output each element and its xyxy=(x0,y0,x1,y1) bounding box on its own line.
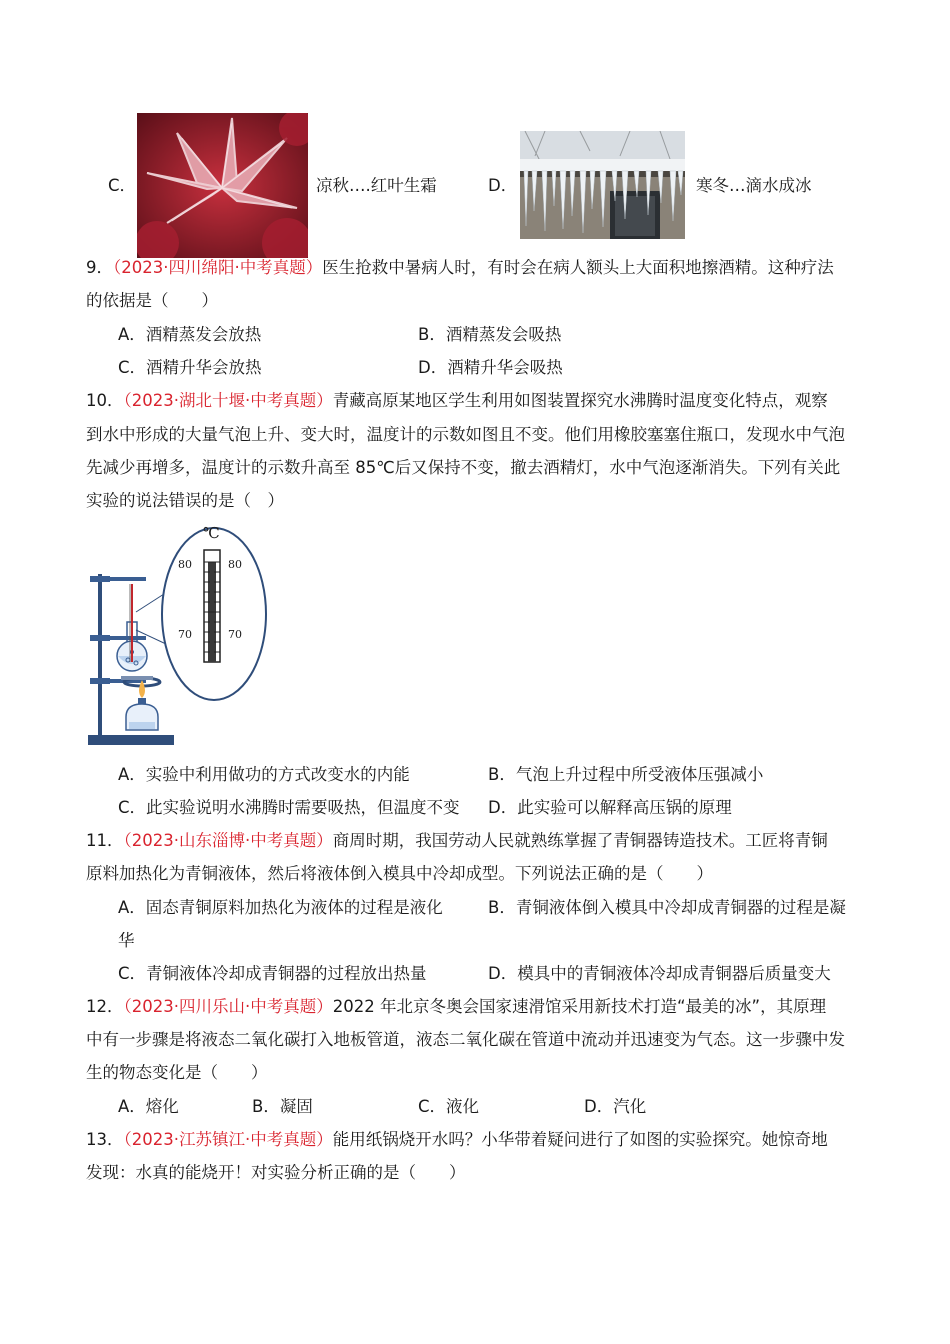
question-9-line-2: 的依据是（ ） xyxy=(86,291,218,310)
frosted-red-leaves-image xyxy=(137,113,308,258)
option-c-letter: C． xyxy=(108,176,137,195)
question-12-line-1 xyxy=(86,997,826,1017)
question-10-line-1 xyxy=(86,391,828,411)
question-12-line-2: 中有一步骤是将液态二氧化碳打入地板管道，液态二氧化碳在管道中流动并迅速变为气态。这一步骤中发 xyxy=(86,1030,845,1049)
question-11-line-1 xyxy=(86,831,828,851)
option-c-caption: 凉秋….红叶生霜 xyxy=(316,176,437,195)
q10-option-b: B．气泡上升过程中所受液体压强减小 xyxy=(488,765,764,784)
question-12-line-3: 生的物态变化是（ ） xyxy=(86,1063,268,1082)
option-d-caption: 寒冬…滴水成冰 xyxy=(696,176,812,195)
question-number: 13． xyxy=(86,1130,124,1149)
q12-option-c: C．液化 xyxy=(418,1097,480,1116)
question-stem: 2022 年北京冬奥会国家速滑馆采用新技术打造“最美的冰”，其原理 xyxy=(332,997,827,1016)
tick-80-right: 80 xyxy=(228,558,242,571)
q11-option-a: A．固态青铜原料加热化为液体的过程是液化 xyxy=(118,898,443,917)
tick-70-left: 70 xyxy=(178,628,192,641)
tick-80-left: 80 xyxy=(178,558,192,571)
q11-option-d: D．模具中的青铜液体冷却成青铜器后质量变大 xyxy=(488,964,831,983)
q11-option-b: B．青铜液体倒入模具中冷却成青铜器的过程是凝 xyxy=(488,898,846,917)
q12-option-d: D．汽化 xyxy=(584,1097,647,1116)
q10-option-c: C．此实验说明水沸腾时需要吸热，但温度不变 xyxy=(118,798,460,817)
question-10-line-2: 到水中形成的大量气泡上升、变大时，温度计的示数如图且不变。他们用橡胶塞塞住瓶口，发现水中气泡 xyxy=(86,425,845,444)
question-13-line-2: 发现：水真的能烧开！对实验分析正确的是（ ） xyxy=(86,1163,466,1182)
question-source: （2023·山东淄博·中考真题） xyxy=(123,831,333,850)
question-stem: 商周时期，我国劳动人民就熟练掌握了青铜器铸造技术。工匠将青铜 xyxy=(332,831,828,850)
q12-option-b: B．凝固 xyxy=(252,1097,313,1116)
question-9-line-1 xyxy=(86,258,834,278)
question-10-line-3: 先减少再增多，温度计的示数升高至 85℃后又保持不变，撤去酒精灯，水中气泡逐渐消失。下列有关此 xyxy=(86,458,841,477)
question-number: 10． xyxy=(86,391,124,410)
q10-option-a: A．实验中利用做功的方式改变水的内能 xyxy=(118,765,410,784)
q11-option-c: C．青铜液体冷却成青铜器的过程放出热量 xyxy=(118,964,427,983)
question-stem: 能用纸锅烧开水吗？小华带着疑问进行了如图的实验探究。她惊奇地 xyxy=(332,1130,828,1149)
q9-option-a: A．酒精蒸发会放热 xyxy=(118,325,262,344)
question-source: （2023·四川乐山·中考真题） xyxy=(123,997,333,1016)
question-number: 9． xyxy=(86,258,113,277)
icicles-image xyxy=(520,131,685,239)
question-stem: 医生抢救中暑病人时，有时会在病人额头上大面积地擦酒精。这种疗法 xyxy=(322,258,834,277)
question-number: 12． xyxy=(86,997,124,1016)
q10-option-d: D．此实验可以解释高压锅的原理 xyxy=(488,798,732,817)
q9-option-d: D．酒精升华会吸热 xyxy=(418,358,563,377)
thermometer-unit-label: ℃ xyxy=(203,524,220,542)
question-stem: 青藏高原某地区学生利用如图装置探究水沸腾时温度变化特点，观察 xyxy=(332,391,828,410)
question-source: （2023·江苏镇江·中考真题） xyxy=(123,1130,333,1149)
q9-option-c: C．酒精升华会放热 xyxy=(118,358,262,377)
question-11-line-2: 原料加热化为青铜液体，然后将液体倒入模具中冷却成型。下列说法正确的是（ ） xyxy=(86,864,713,883)
question-number: 11． xyxy=(86,831,124,850)
q12-option-a: A．熔化 xyxy=(118,1097,179,1116)
question-13-line-1 xyxy=(86,1130,828,1150)
tick-70-right: 70 xyxy=(228,628,242,641)
question-10-line-4: 实验的说法错误的是（ ） xyxy=(86,491,284,510)
boiling-apparatus-figure xyxy=(86,522,276,750)
q11-option-b-continued: 华 xyxy=(118,931,135,950)
question-source: （2023·湖北十堰·中考真题） xyxy=(123,391,333,410)
q9-option-b: B．酒精蒸发会吸热 xyxy=(418,325,562,344)
question-source: （2023·四川绵阳·中考真题） xyxy=(113,258,323,277)
option-d-letter: D． xyxy=(488,176,518,195)
